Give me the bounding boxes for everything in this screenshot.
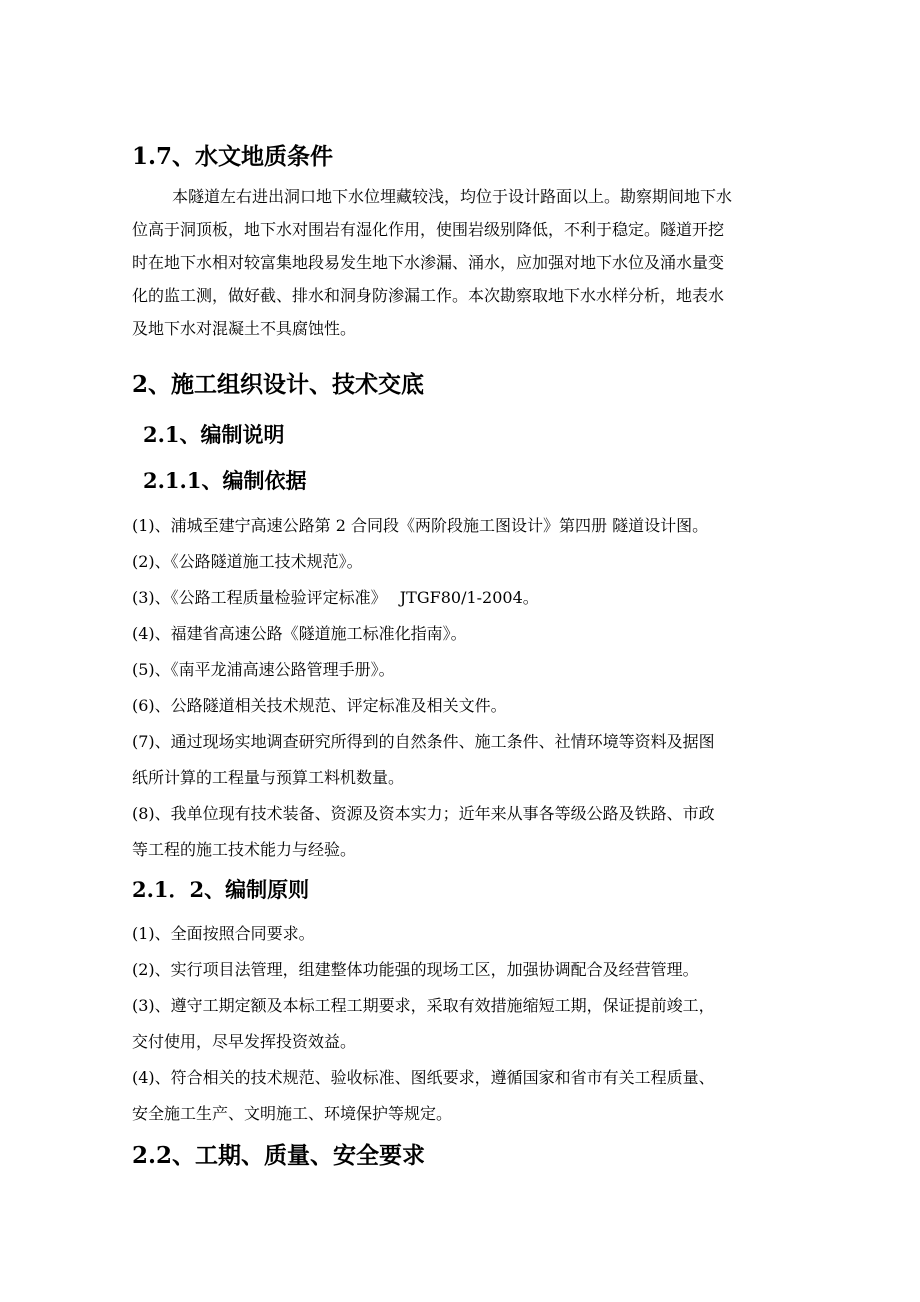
section-heading-1-7: 1.7、水文地质条件 [132,143,334,170]
list-item: (1)、全面按照合同要求。 [132,924,315,943]
principles-list [132,916,812,1132]
list-item-continuation: 等工程的施工技术能力与经验。 [132,840,357,859]
list-item: (4)、福建省高速公路《隧道施工标准化指南》。 [132,624,467,643]
list-item: (3)、《公路工程质量检验评定标准》 JTGF80/1-2004。 [132,588,539,607]
list-item: (1)、浦城至建宁高速公路第 2 合同段《两阶段施工图设计》第四册 隧道设计图。 [132,516,709,535]
list-item: (2)、《公路隧道施工技术规范》。 [132,552,363,571]
list-item: (2)、实行项目法管理，组建整体功能强的现场工区，加强协调配合及经营管理。 [132,960,699,979]
list-item: (8)、我单位现有技术装备、资源及资本实力；近年来从事各等级公路及铁路、市政 [132,804,715,823]
paragraph-line: 本隧道左右进出洞口地下水位埋藏较浅，均位于设计路面以上。勘察期间地下水 [172,187,733,206]
list-item-continuation: 纸所计算的工程量与预算工料机数量。 [132,768,405,787]
section-heading-2-1-2: 2.1．2、编制原则 [132,877,310,902]
list-item: (3)、遵守工期定额及本标工程工期要求，采取有效措施缩短工期，保证提前竣工， [132,996,715,1015]
list-item-continuation: 交付使用，尽早发挥投资效益。 [132,1032,357,1051]
basis-list [132,508,812,868]
paragraph-line: 化的监工测，做好截、排水和洞身防渗漏工作。本次勘察取地下水水样分析，地表水 [132,286,725,305]
list-item: (5)、《南平龙浦高速公路管理手册》。 [132,660,395,679]
section-heading-2: 2、施工组织设计、技术交底 [132,371,425,398]
paragraph-line: 及地下水对混凝土不具腐蚀性。 [132,319,357,338]
section-heading-2-2: 2.2、工期、质量、安全要求 [132,1142,426,1169]
section-heading-2-1: 2.1、编制说明 [143,422,285,447]
list-item-continuation: 安全施工生产、文明施工、环境保护等规定。 [132,1104,453,1123]
paragraph-line: 时在地下水相对较富集地段易发生地下水渗漏、涌水，应加强对地下水位及涌水量变 [132,253,725,272]
list-item: (4)、符合相关的技术规范、验收标准、图纸要求，遵循国家和省市有关工程质量、 [132,1068,715,1087]
list-item: (7)、通过现场实地调查研究所得到的自然条件、施工条件、社情环境等资料及据图 [132,732,715,751]
paragraph-line: 位高于洞顶板，地下水对围岩有湿化作用，使围岩级别降低，不利于稳定。隧道开挖 [132,220,725,239]
list-item: (6)、公路隧道相关技术规范、评定标准及相关文件。 [132,696,507,715]
section-heading-2-1-1: 2.1.1、编制依据 [143,468,307,493]
section-1-7-paragraph [132,180,812,345]
